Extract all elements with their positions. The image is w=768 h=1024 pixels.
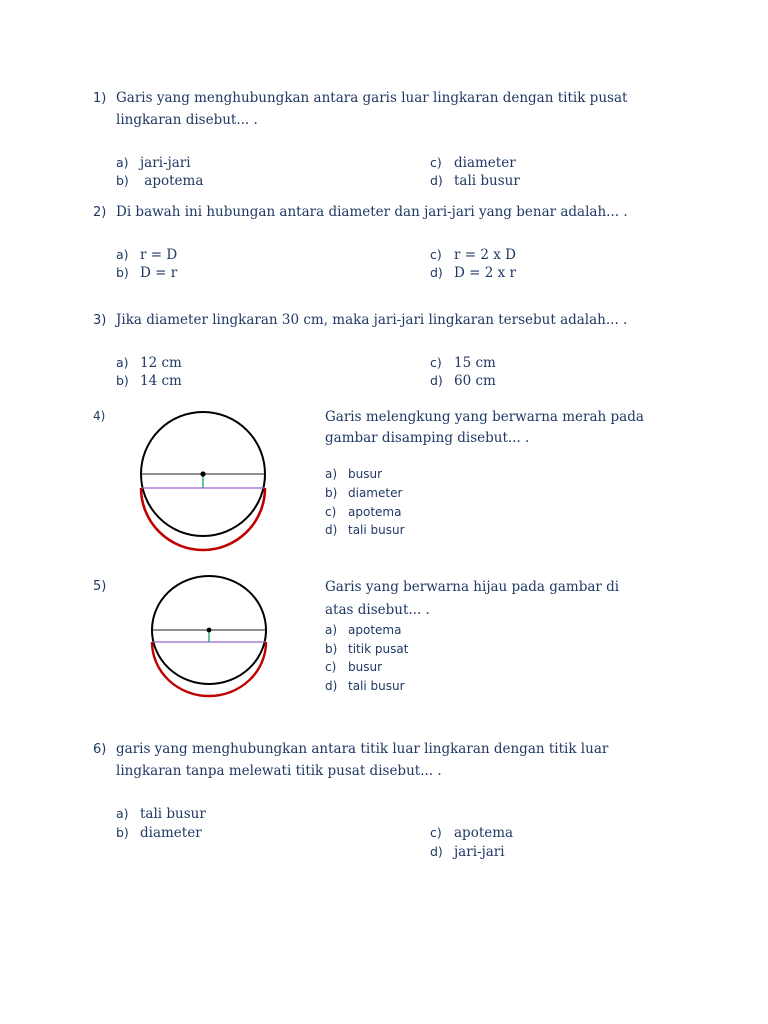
option-b[interactable]: b) 14 cm [116, 373, 182, 389]
option-a[interactable]: a) jari-jari [116, 155, 191, 171]
option-c[interactable]: c) r = 2 x D [430, 247, 516, 263]
option-a[interactable]: a) r = D [116, 247, 178, 263]
question-4-number: 4) [93, 409, 106, 423]
question-number: 3) [93, 313, 107, 328]
option-d[interactable]: d) tali busur [325, 679, 405, 693]
option-d[interactable]: d) jari-jari [430, 844, 505, 860]
question-number: 2) [93, 205, 107, 220]
option-a[interactable]: a) 12 cm [116, 355, 182, 371]
question-5-number: 5) [93, 579, 107, 594]
question-number: 1) [93, 91, 107, 106]
option-d[interactable]: d) 60 cm [430, 373, 496, 389]
question-5-text: Garis yang berwarna hijau pada gambar di atas disebut... . [325, 579, 620, 618]
option-b[interactable]: b) diameter [325, 486, 403, 500]
option-b[interactable]: b) D = r [116, 265, 178, 281]
question-number: 6) [93, 742, 107, 757]
center-point [207, 628, 212, 633]
question-text: Garis yang menghubungkan antara garis luar lingkaran dengan titik pusat lingkaran disebut... . [116, 90, 628, 128]
option-b[interactable]: b) diameter [116, 825, 202, 841]
option-a[interactable]: a) apotema [325, 623, 402, 637]
option-c[interactable]: c) 15 cm [430, 355, 496, 371]
question-text: Jika diameter lingkaran 30 cm, maka jari-jari lingkaran tersebut adalah... . [116, 312, 628, 328]
option-a[interactable]: a) busur [325, 467, 383, 481]
circle-diagram-4 [138, 410, 270, 538]
circle-diagram-5 [150, 574, 270, 688]
question-text: garis yang menghubungkan antara titik luar lingkaran dengan titik luar lingkaran tanpa melewati titik pusat disebut... . [116, 741, 609, 779]
option-d[interactable]: d) tali busur [430, 173, 520, 189]
question-4-text: Garis melengkung yang berwarna merah pada gambar disamping disebut... . [325, 409, 644, 446]
center-point [200, 471, 205, 476]
option-b[interactable]: b) titik pusat [325, 642, 409, 656]
question-text: Di bawah ini hubungan antara diameter dan jari-jari yang benar adalah... . [116, 204, 628, 220]
option-c[interactable]: c) apotema [325, 505, 402, 519]
option-d[interactable]: d) D = 2 x r [430, 265, 516, 281]
option-c[interactable]: c) diameter [430, 155, 516, 171]
option-c[interactable]: c) apotema [430, 825, 514, 841]
option-c[interactable]: c) busur [325, 660, 383, 674]
option-b[interactable]: b) apotema [116, 173, 204, 189]
option-d[interactable]: d) tali busur [325, 523, 405, 537]
option-a[interactable]: a) tali busur [116, 806, 206, 822]
